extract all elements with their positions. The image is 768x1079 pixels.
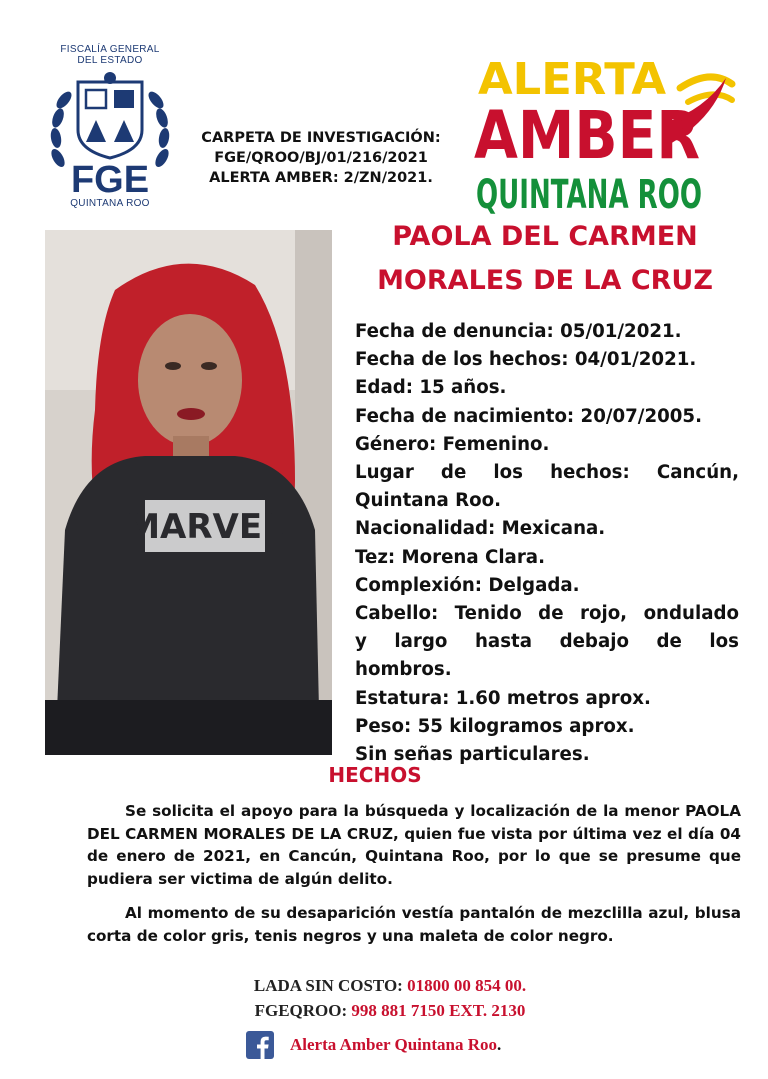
amber-logo-word-quintana-roo: QUINTANA ROO	[476, 172, 702, 218]
detail-row: Edad: 15 años.	[355, 377, 507, 399]
fge-logo-top-text: FISCALÍA GENERAL DEL ESTADO	[60, 44, 160, 66]
case-file-number: FGE/QROO/BJ/01/216/2021	[214, 150, 428, 166]
detail-row: Nacionalidad: Mexicana.	[355, 518, 606, 540]
svg-text:MARVEL: MARVEL	[126, 507, 284, 547]
detail-row: Lugar de los hechos: Cancún,	[355, 462, 739, 484]
detail-row: hombros.	[355, 659, 452, 681]
alerta-amber-logo	[470, 48, 750, 220]
person-details	[355, 318, 739, 769]
name-line-2: MORALES DE LA CRUZ	[377, 265, 713, 296]
missing-person-name	[340, 215, 750, 303]
detail-row: Sin señas particulares.	[355, 744, 590, 766]
facebook-page-link[interactable]: Alerta Amber Quintana Roo.	[290, 1035, 502, 1054]
detail-row: Estatura: 1.60 metros aprox.	[355, 687, 651, 709]
name-line-1: PAOLA DEL CARMEN	[392, 221, 698, 252]
detail-row: Cabello: Tenido de rojo, ondulado	[355, 603, 739, 625]
facts-heading: HECHOS	[328, 763, 422, 787]
detail-row: Fecha de los hechos: 04/01/2021.	[355, 349, 697, 371]
fge-logo	[40, 44, 180, 219]
fge-seal-icon	[42, 68, 178, 196]
detail-row: Fecha de nacimiento: 20/07/2005.	[355, 405, 702, 427]
fge-acronym: FGE	[70, 159, 150, 196]
case-file-block	[180, 128, 462, 188]
detail-row: y largo hasta debajo de los	[355, 631, 739, 653]
detail-row: Quintana Roo.	[355, 490, 502, 512]
case-file-label: CARPETA DE INVESTIGACIÓN:	[201, 130, 441, 146]
fge-logo-bottom-text: QUINTANA ROO	[70, 198, 150, 209]
fge-phone-label: FGEQROO:	[254, 1001, 352, 1020]
facebook-icon[interactable]	[246, 1031, 274, 1059]
detail-row: Fecha de denuncia: 05/01/2021.	[355, 321, 682, 342]
amber-logo-word-alerta: ALERTA	[478, 54, 666, 105]
toll-free-number: 01800 00 854 00.	[407, 976, 527, 995]
amber-logo-word-amber: AMBER	[474, 97, 700, 174]
detail-row: Complexión: Delgada.	[355, 574, 580, 596]
detail-row: Género: Femenino.	[355, 433, 550, 455]
facts-paragraph-2: Al momento de su desaparición vestía pantalón de mezclilla azul, blusa corta de color gris, tenis negros y una maleta de color negro.	[87, 904, 741, 945]
amber-alert-number: ALERTA AMBER: 2/ZN/2021.	[209, 170, 433, 186]
detail-row: Tez: Morena Clara.	[355, 546, 545, 568]
toll-free-label: LADA SIN COSTO:	[253, 976, 408, 995]
missing-person-photo	[45, 230, 332, 755]
detail-row: Peso: 55 kilogramos aprox.	[355, 715, 635, 737]
facebook-row[interactable]	[246, 1030, 501, 1060]
fge-phone-line	[200, 1001, 580, 1021]
toll-free-line	[200, 976, 580, 996]
fge-phone-number: 998 881 7150 EXT. 2130	[351, 1001, 526, 1020]
facts-paragraph-1: Se solicita el apoyo para la búsqueda y localización de la menor PAOLA DEL CARMEN MORALES DE LA CRUZ, quien fue vista por última vez el día 04 de enero de 2021, en Cancún, Quintana Roo, por lo que se presume que pudiera ser victima de algún delito.	[87, 802, 741, 888]
